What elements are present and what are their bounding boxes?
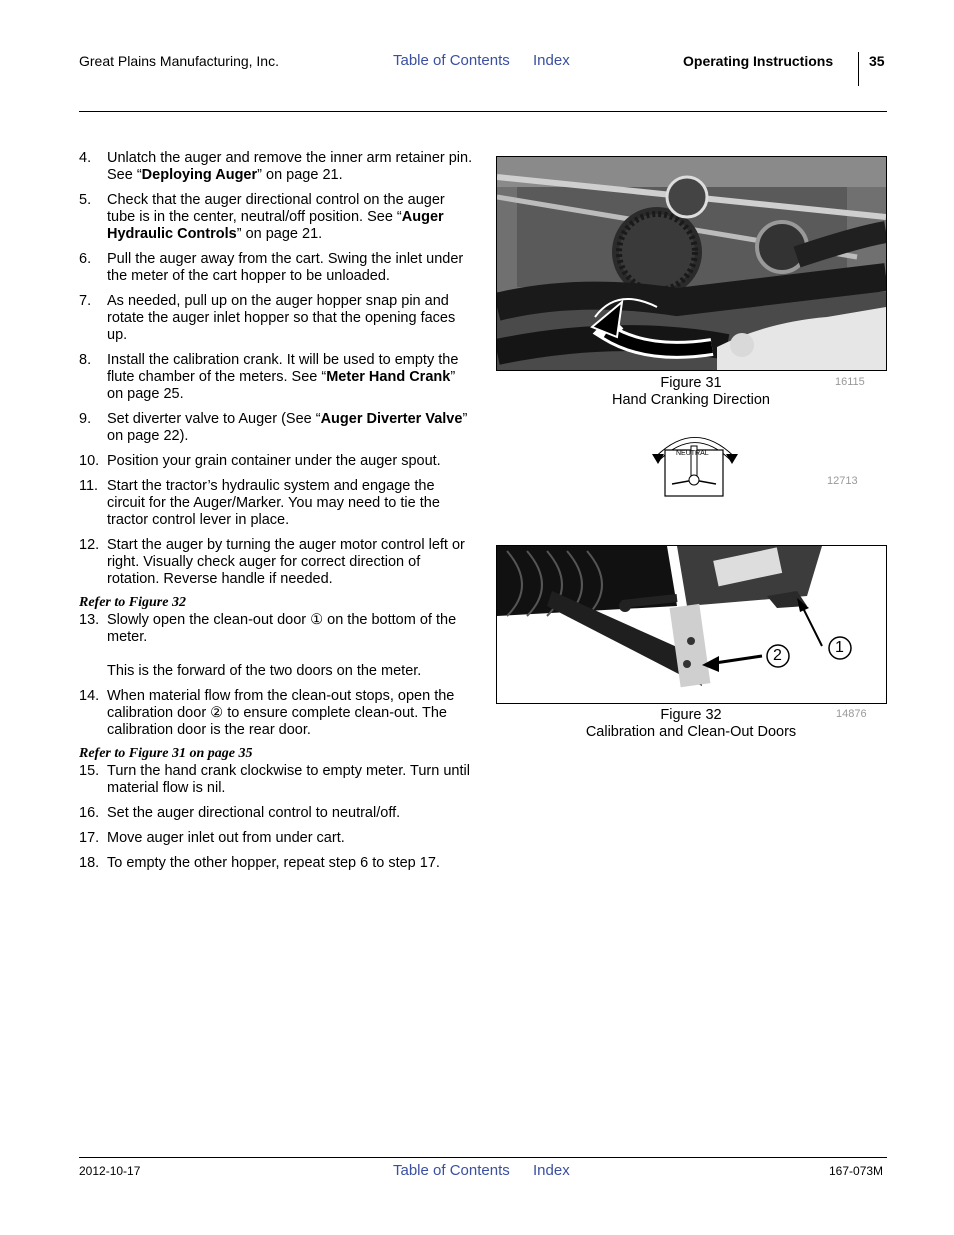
step-number: 8. bbox=[79, 352, 92, 368]
step-text bbox=[107, 763, 474, 797]
step-reference-title: Auger Diverter Valve bbox=[320, 411, 463, 427]
step-number: 10. bbox=[79, 453, 100, 469]
step-item bbox=[79, 150, 474, 184]
step-item bbox=[79, 352, 474, 403]
step-text-segment: Start the auger by turning the auger motor control left or right. Visually check auger for correct direction of rotation. Reverse handle if needed. bbox=[107, 537, 465, 587]
step-note: This is the forward of the two doors on the meter. bbox=[107, 663, 422, 679]
figure-32-label: Figure 32 bbox=[660, 707, 722, 723]
step-item bbox=[79, 251, 474, 285]
step-text bbox=[107, 537, 474, 588]
step-text-segment: Move auger inlet out from under cart. bbox=[107, 830, 345, 846]
step-text bbox=[107, 352, 474, 403]
step-number: 11. bbox=[79, 478, 99, 494]
step-text-segment: Turn the hand crank clockwise to empty meter. Turn until material flow is nil. bbox=[107, 763, 470, 796]
company-name: Great Plains Manufacturing, Inc. bbox=[79, 53, 279, 69]
figure-31-title: Hand Cranking Direction bbox=[612, 392, 770, 408]
figure-31-photo bbox=[496, 156, 887, 371]
hand-crank-photo-illustration bbox=[497, 157, 886, 370]
toc-link[interactable]: Table of Contents bbox=[393, 52, 510, 69]
step-item bbox=[79, 453, 474, 470]
step-text-segment: Start the tractor’s hydraulic system and engage the circuit for the Auger/Marker. You may need to tie the tractor control lever in place. bbox=[107, 478, 440, 528]
step-item bbox=[79, 537, 474, 588]
step-text-segment: Pull the auger away from the cart. Swing the inlet under the meter of the cart hopper to be unloaded. bbox=[107, 251, 464, 284]
step-text-segment: Check that the auger directional control on the auger tube is in the center, neutral/off position. See “ bbox=[107, 192, 445, 225]
step-text-segment: Install the calibration crank. It will be used to empty the flute chamber of the meters. See “ bbox=[107, 352, 459, 385]
neutral-position-diagram bbox=[650, 430, 740, 500]
step-item bbox=[79, 830, 474, 847]
step-item bbox=[79, 805, 474, 822]
step-text-segment: ” on page 22). bbox=[107, 411, 468, 444]
callout-2: 2 bbox=[773, 647, 782, 664]
step-text-segment: When material flow from the clean-out stops, open the calibration door ② to ensure complete clean-out. The calibration door is the rear door. bbox=[107, 688, 455, 738]
figure-reference: Refer to Figure 32 bbox=[79, 595, 186, 610]
procedure-steps bbox=[79, 150, 474, 880]
step-text bbox=[107, 192, 474, 243]
step-text-segment: ” on page 21. bbox=[257, 167, 343, 183]
footer-date: 2012-10-17 bbox=[79, 1164, 141, 1178]
step-number: 12. bbox=[79, 537, 100, 553]
section-title: Operating Instructions bbox=[683, 53, 834, 69]
neutral-label: NEUTRAL bbox=[676, 450, 709, 457]
step-number: 18. bbox=[79, 855, 100, 871]
figure-32-title: Calibration and Clean-Out Doors bbox=[585, 724, 797, 740]
step-number: 15. bbox=[79, 763, 100, 779]
step-text bbox=[107, 251, 474, 285]
figure-32-id: 14876 bbox=[836, 708, 867, 720]
footer-toc-link[interactable]: Table of Contents bbox=[393, 1162, 510, 1179]
step-item bbox=[79, 612, 474, 680]
step-number: 9. bbox=[79, 411, 92, 427]
step-item bbox=[79, 688, 474, 739]
step-reference-title: Meter Hand Crank bbox=[326, 369, 451, 385]
figure-31-label: Figure 31 bbox=[660, 375, 722, 391]
step-text bbox=[107, 453, 474, 470]
step-number: 7. bbox=[79, 293, 92, 309]
step-text-segment: Slowly open the clean-out door ① on the bottom of the meter. bbox=[107, 612, 457, 645]
step-number: 13. bbox=[79, 612, 100, 628]
figure-reference: Refer to Figure 31 on page 35 bbox=[79, 746, 253, 761]
step-text-segment: Position your grain container under the auger spout. bbox=[107, 453, 441, 469]
step-text bbox=[107, 478, 474, 529]
step-text-segment: Set diverter valve to Auger (See “ bbox=[107, 411, 321, 427]
step-number: 14. bbox=[79, 688, 100, 704]
step-item bbox=[79, 763, 474, 797]
figure-31-caption bbox=[560, 375, 822, 409]
figure-32-caption bbox=[560, 707, 822, 741]
figure-31-id: 16115 bbox=[835, 376, 865, 388]
header-rule bbox=[79, 111, 887, 112]
doors-photo-illustration bbox=[497, 546, 886, 703]
step-item bbox=[79, 411, 474, 445]
step-number: 16. bbox=[79, 805, 100, 821]
step-text bbox=[107, 612, 474, 680]
doc-number: 167-073M bbox=[829, 1164, 884, 1178]
step-text-segment: As needed, pull up on the auger hopper snap pin and rotate the auger inlet hopper so that the opening faces up. bbox=[107, 293, 456, 343]
step-text bbox=[107, 150, 474, 184]
step-text bbox=[107, 805, 474, 822]
step-reference-title: Deploying Auger bbox=[141, 167, 258, 183]
step-item bbox=[79, 478, 474, 529]
step-number: 17. bbox=[79, 830, 100, 846]
callout-1: 1 bbox=[835, 639, 844, 656]
step-text bbox=[107, 688, 474, 739]
step-item bbox=[79, 293, 474, 344]
header-divider bbox=[858, 52, 859, 86]
step-number: 4. bbox=[79, 150, 92, 166]
step-number: 5. bbox=[79, 192, 92, 208]
step-text bbox=[107, 830, 474, 847]
footer-index-link[interactable]: Index bbox=[533, 1162, 570, 1179]
diagram-id: 12713 bbox=[827, 475, 858, 487]
step-text-segment: Unlatch the auger and remove the inner arm retainer pin. See “ bbox=[107, 150, 473, 183]
step-item bbox=[79, 855, 474, 872]
step-reference-title: Auger Hydraulic Controls bbox=[107, 209, 444, 242]
step-text-segment: To empty the other hopper, repeat step 6 to step 17. bbox=[107, 855, 440, 871]
page-number: 35 bbox=[869, 53, 885, 69]
step-text bbox=[107, 411, 474, 445]
step-text-segment: Set the auger directional control to neutral/off. bbox=[107, 805, 401, 821]
step-text-segment: ” on page 25. bbox=[107, 369, 456, 402]
figure-32-photo bbox=[496, 545, 887, 704]
index-link[interactable]: Index bbox=[533, 52, 570, 69]
step-number: 6. bbox=[79, 251, 92, 267]
step-text bbox=[107, 855, 474, 872]
step-item bbox=[79, 192, 474, 243]
step-text bbox=[107, 293, 474, 344]
footer-rule bbox=[79, 1157, 887, 1158]
step-text-segment: ” on page 21. bbox=[236, 226, 323, 242]
